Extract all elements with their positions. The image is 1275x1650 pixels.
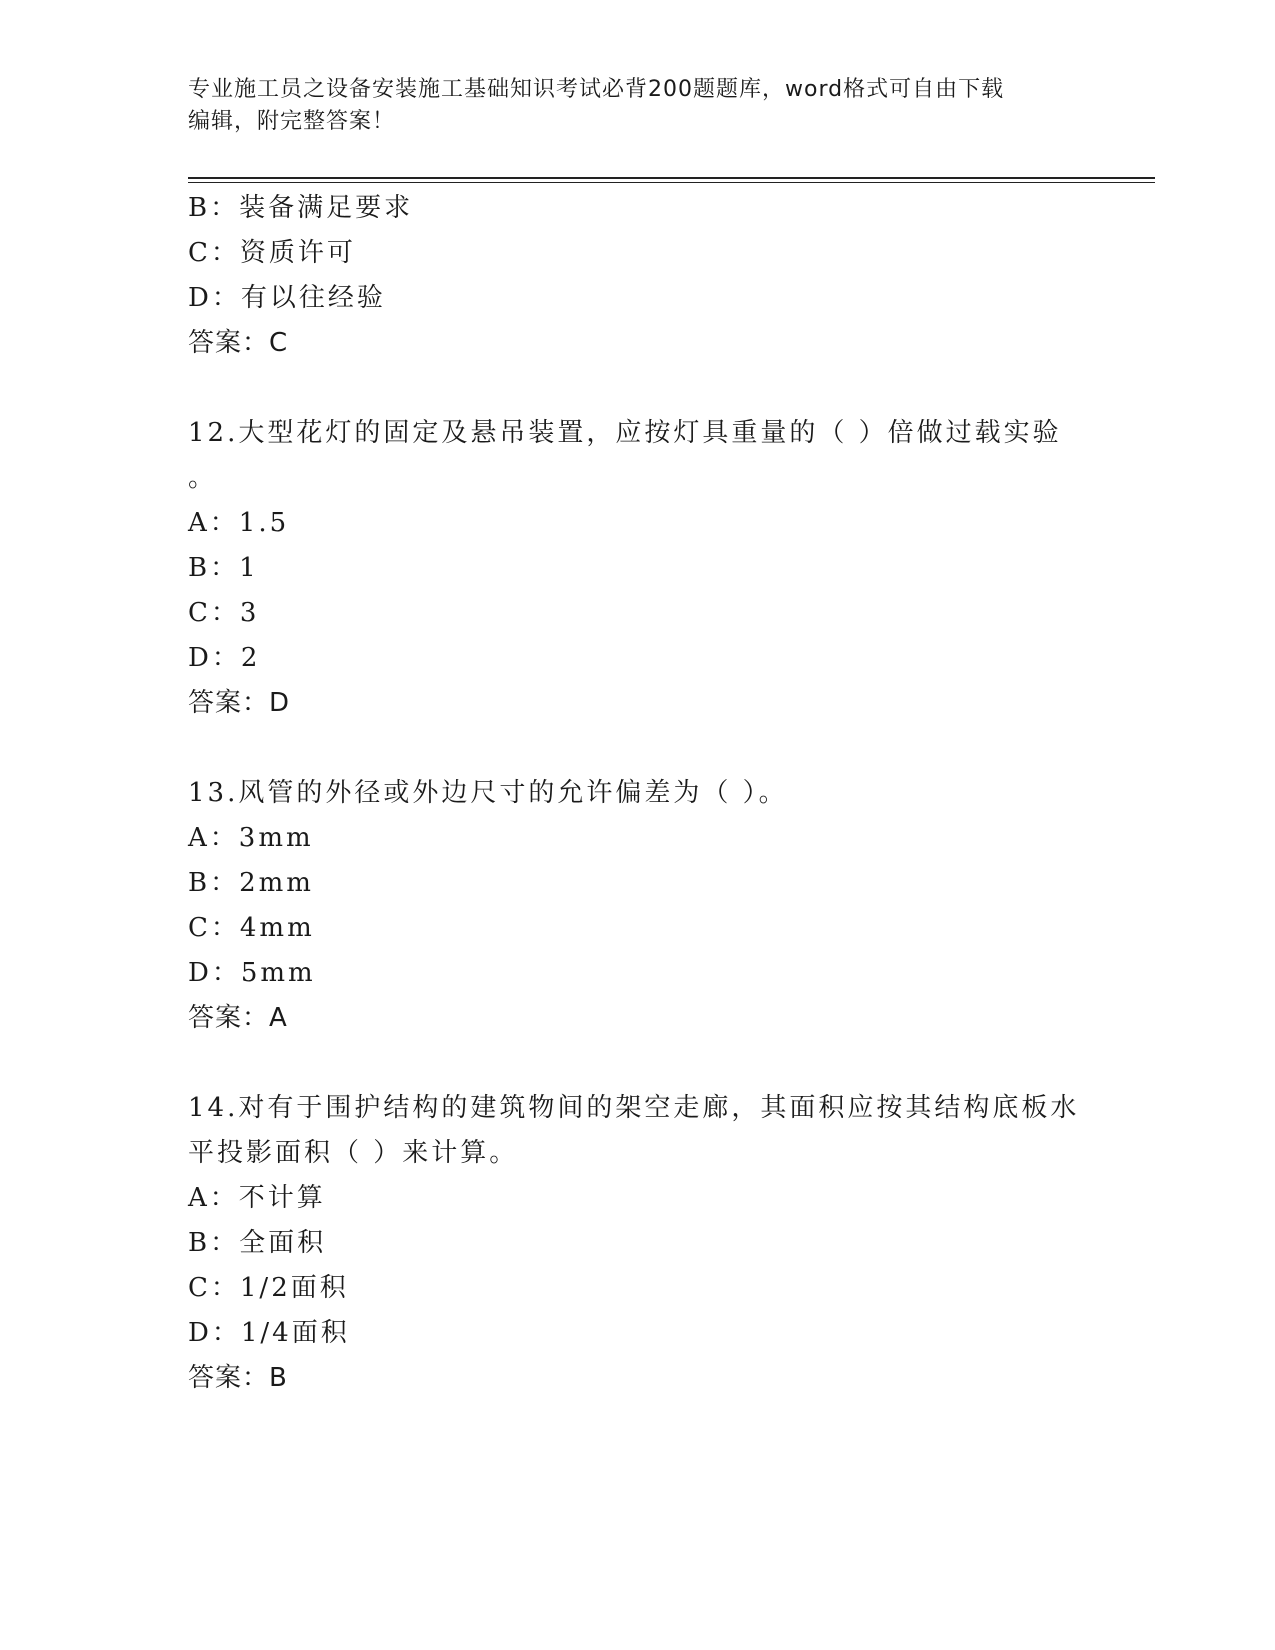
- q13-answer: 答案：A: [188, 1003, 288, 1033]
- q11-answer: 答案：C: [188, 328, 289, 358]
- q12-stem-line-1: 12.大型花灯的固定及悬吊装置，应按灯具重量的（ ）倍做过载实验: [188, 418, 1062, 448]
- q13-option-b: B：2mm: [188, 868, 314, 898]
- q14-answer: 答案：B: [188, 1363, 288, 1393]
- q11-option-b: B：装备满足要求: [188, 193, 414, 223]
- q12-option-b: B：1: [188, 553, 259, 583]
- header-divider: [188, 177, 1155, 179]
- q14-stem-line-1: 14.对有于围护结构的建筑物间的架空走廊，其面积应按其结构底板水: [188, 1093, 1080, 1123]
- header-title-line-1: 专业施工员之设备安装施工基础知识考试必背200题题库，word格式可自由下载: [188, 77, 1005, 102]
- q13-option-c: C：4mm: [188, 913, 315, 943]
- q14-option-d: D：1/4面积: [188, 1318, 350, 1348]
- q12-answer: 答案：D: [188, 688, 291, 718]
- q12-option-a: A：1.5: [188, 508, 290, 538]
- q14-stem-line-2: 平投影面积（ ）来计算。: [188, 1138, 519, 1168]
- header-divider-thin: [188, 182, 1155, 183]
- q13-option-a: A：3mm: [188, 823, 314, 853]
- q11-option-d: D：有以往经验: [188, 283, 386, 313]
- q13-option-d: D：5mm: [188, 958, 316, 988]
- q12-stem-line-2: 。: [188, 463, 218, 493]
- header-title-line-2: 编辑，附完整答案！: [188, 109, 396, 134]
- q12-option-d: D：2: [188, 643, 261, 673]
- q14-option-c: C：1/2面积: [188, 1273, 349, 1303]
- q12-option-c: C：3: [188, 598, 260, 628]
- q14-option-a: A：不计算: [188, 1183, 326, 1213]
- document-header: [188, 74, 1088, 138]
- q13-stem-line-1: 13.风管的外径或外边尺寸的允许偏差为（ ）。: [188, 778, 788, 808]
- q11-option-c: C：资质许可: [188, 238, 356, 268]
- q14-option-b: B：全面积: [188, 1228, 327, 1258]
